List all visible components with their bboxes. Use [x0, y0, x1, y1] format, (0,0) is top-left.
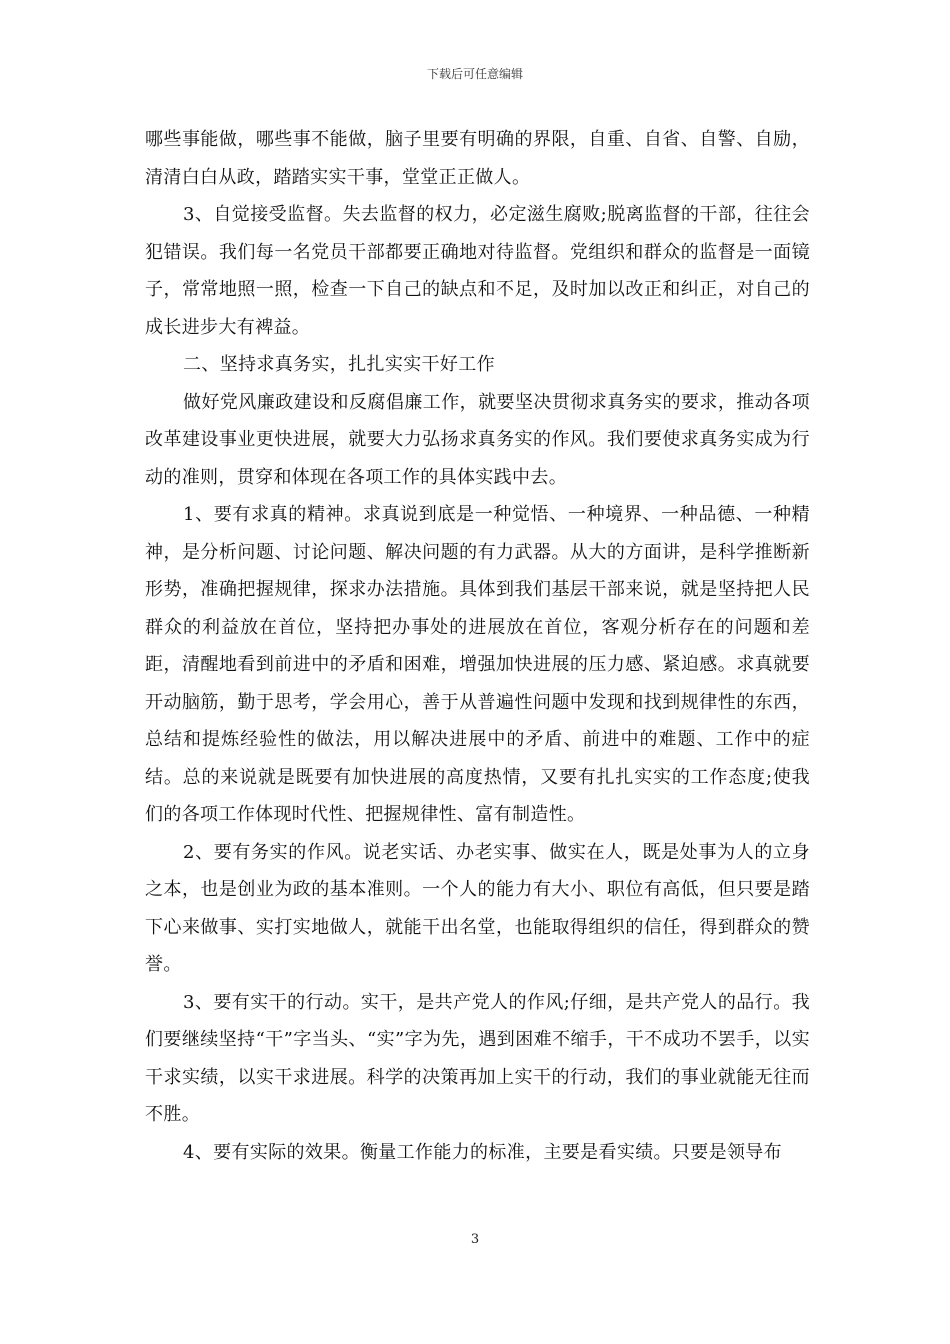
page-header: 下载后可任意编辑	[426, 67, 523, 81]
paragraph-actual-effect: 4、要有实际的效果。衡量工作能力的标准，主要是看实绩。只要是领导布	[183, 1141, 782, 1163]
paragraph-accept-supervision: 3、自觉接受监督。失去监督的权力，必定滋生腐败;脱离监督的干部，往往会犯错误。我们每一名党员干部都要正确地对待监督。党组织和群众的监督是一面镜子，常常地照一照，检查一下自己的缺点和不足，及时加以改正和纠正，对自己的成长进步大有裨益。	[145, 204, 810, 338]
paragraph-continuation: 哪些事能做，哪些事不能做，脑子里要有明确的界限，自重、自省、自警、自励，清清白白从政，踏踏实实干事，堂堂正正做人。	[145, 129, 810, 188]
section-heading-2: 二、坚持求真务实，扎扎实实干好工作	[183, 354, 495, 375]
paragraph-seek-truth: 1、要有求真的精神。求真说到底是一种觉悟、一种境界、一种品德、一种精神，是分析问题、讨论问题、解决问题的有力武器。从大的方面讲，是科学推断新形势，准确把握规律，探求办法措施。具体到我们基层干部来说，就是坚持把人民群众的利益放在首位，坚持把办事处的进展放在首位，客观分析存在的问题和差距，清醒地看到前进中的矛盾和困难，增强加快进展的压力感、紧迫感。求真就要开动脑筋，勤于思考，学会用心，善于从普遍性问题中发现和找到规律性的东西，总结和提炼经验性的做法，用以解决进展中的矛盾、前进中的难题、工作中的症结。总的来说就是既要有加快进展的高度热情，又要有扎扎实实的工作态度;使我们的各项工作体现时代性、把握规律性、富有制造性。	[145, 504, 810, 825]
paragraph-section-intro: 做好党风廉政建设和反腐倡廉工作，就要坚决贯彻求真务实的要求，推动各项改革建设事业更快进展，就要大力弘扬求真务实的作风。我们要使求真务实成为行动的准则，贯穿和体现在各项工作的具体实践中去。	[145, 391, 810, 488]
document-body	[145, 121, 810, 1171]
paragraph-practical-action: 3、要有实干的行动。实干，是共产党人的作风;仔细，是共产党人的品行。我们要继续坚持“干”字当头、“实”字为先，遇到困难不缩手，干不成功不罢手，以实干求实绩，以实干求进展。科学的决策再加上实干的行动，我们的事业就能无往而不胜。	[145, 991, 810, 1125]
page-number: 3	[470, 1232, 480, 1247]
paragraph-pragmatic-style: 2、要有务实的作风。说老实话、办老实事、做实在人，既是处事为人的立身之本，也是创业为政的基本准则。一个人的能力有大小、职位有高低，但只要是踏下心来做事、实打实地做人，就能干出名堂，也能取得组织的信任，得到群众的赞誉。	[145, 841, 810, 975]
